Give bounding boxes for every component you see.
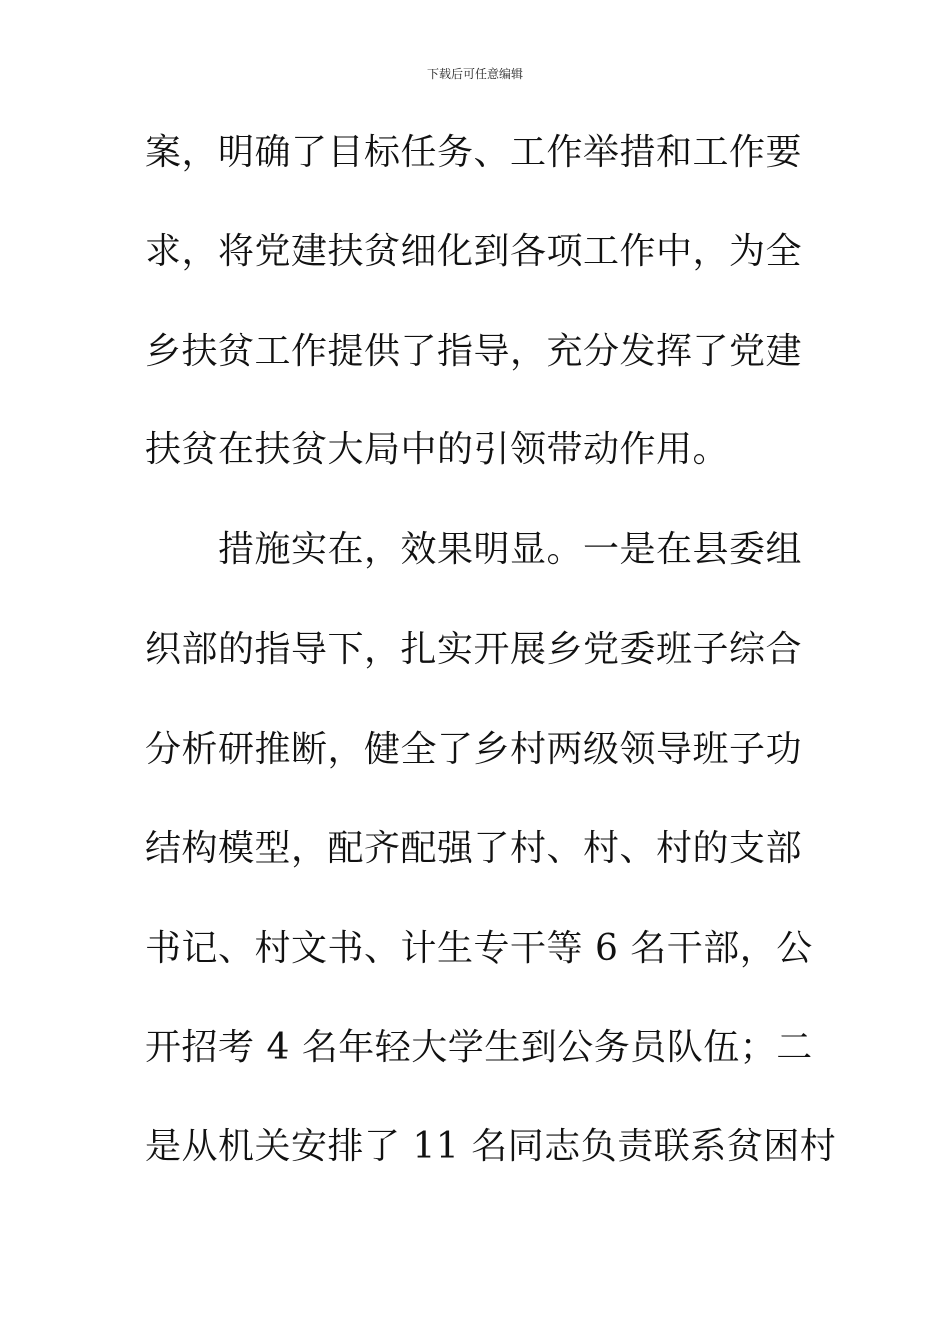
paragraph-1-line-4: 扶贫在扶贫大局中的引领带动作用。 xyxy=(145,429,730,470)
page-header-note: 下载后可任意编辑 xyxy=(426,67,523,81)
paragraph-2-line-4: 结构模型，配齐配强了村、村、村的支部 xyxy=(145,828,803,869)
paragraph-2-line-3: 分析研推断，健全了乡村两级领导班子功 xyxy=(145,729,803,770)
paragraph-2-line-5: 书记、村文书、计生专干等 6 名干部，公 xyxy=(145,928,813,969)
paragraph-2-line-1: 措施实在，效果明显。一是在县委组 xyxy=(145,529,803,570)
paragraph-1-line-1: 案，明确了目标任务、工作举措和工作要 xyxy=(145,132,803,173)
paragraph-1-line-2: 求，将党建扶贫细化到各项工作中，为全 xyxy=(145,231,803,272)
paragraph-2-line-7: 是从机关安排了 11 名同志负责联系贫困村 xyxy=(145,1126,837,1167)
paragraph-1-line-3: 乡扶贫工作提供了指导，充分发挥了党建 xyxy=(145,331,803,372)
paragraph-2-line-6: 开招考 4 名年轻大学生到公务员队伍；二 xyxy=(145,1027,813,1068)
paragraph-2-line-2: 织部的指导下，扎实开展乡党委班子综合 xyxy=(145,629,803,670)
